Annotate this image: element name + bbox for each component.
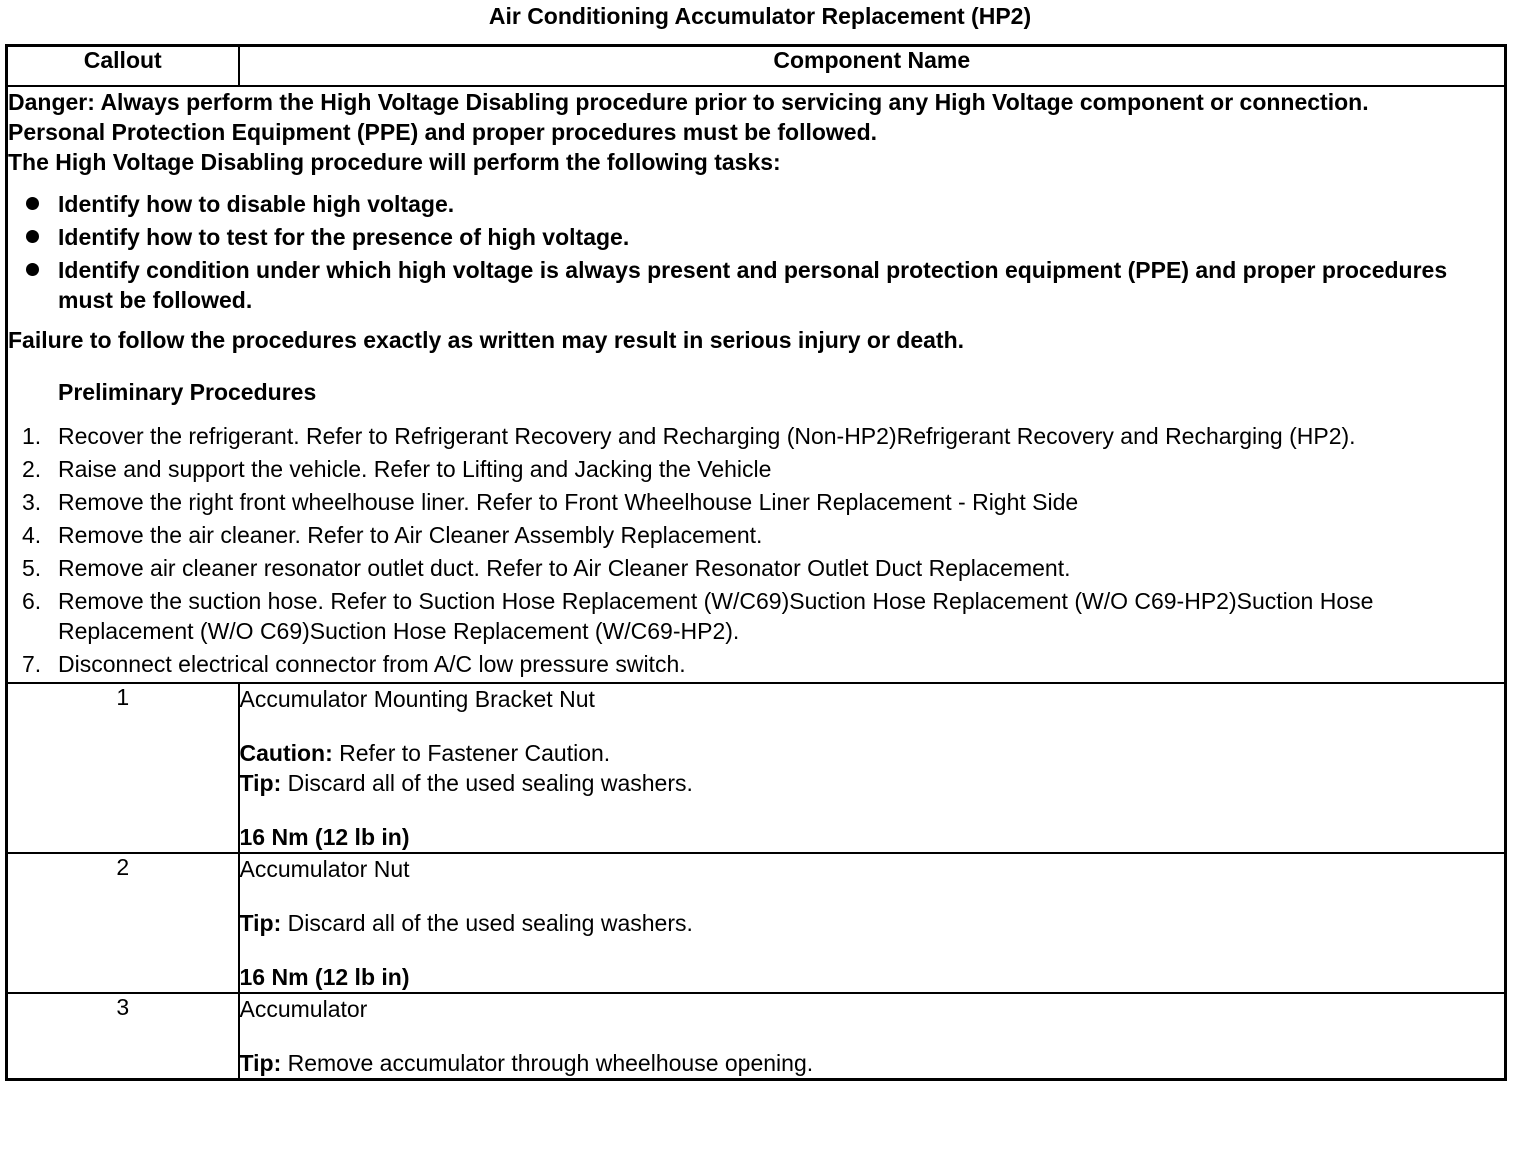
callout-number: 1 [7, 683, 239, 853]
tip-note: Tip: Remove accumulator through wheelhouse opening. [239, 1050, 814, 1076]
danger-line-1: Danger: Always perform the High Voltage Disabling procedure prior to servicing any High Voltage component or connection. [8, 89, 1369, 115]
list-item: 6. Remove the suction hose. Refer to Suction Hose Replacement (W/C69)Suction Hose Replacement (W/O C69-HP2)Suction Hose Replacement (W/O C69)Suction Hose Replacement (W/C69-HP2). [22, 588, 1374, 644]
component-name: Accumulator [239, 996, 368, 1022]
tip-note: Tip: Discard all of the used sealing washers. [239, 770, 693, 796]
component-name-column-header: Component Name [239, 46, 1506, 87]
callout-number: 2 [7, 853, 239, 993]
bullet-icon [26, 197, 39, 210]
component-table [5, 44, 1507, 1081]
page-title: Air Conditioning Accumulator Replacement (HP2) [488, 3, 1032, 29]
danger-footer: Failure to follow the procedures exactly as written may result in serious injury or death. [8, 327, 965, 353]
preliminary-steps [8, 421, 1504, 679]
list-item: Identify how to disable high voltage. [8, 189, 1504, 219]
list-item: 1. Recover the refrigerant. Refer to Refrigerant Recovery and Recharging (Non-HP2)Refrigerant Recovery and Recharging (HP2). [22, 423, 1356, 449]
bullet-icon [26, 263, 39, 276]
callout-column-header: Callout [7, 46, 239, 87]
list-item: 5. Remove air cleaner resonator outlet duct. Refer to Air Cleaner Resonator Outlet Duct Replacement. [22, 555, 1071, 581]
callout-number: 3 [7, 993, 239, 1080]
table-row [7, 683, 1506, 853]
table-row [7, 993, 1506, 1080]
component-name: Accumulator Mounting Bracket Nut [239, 686, 595, 712]
torque-spec: 16 Nm (12 lb in) [239, 964, 410, 990]
component-cell [239, 993, 1506, 1080]
tip-note: Tip: Discard all of the used sealing washers. [239, 910, 693, 936]
danger-line-3: The High Voltage Disabling procedure will perform the following tasks: [8, 149, 781, 175]
danger-task-list [8, 189, 1504, 315]
preliminary-heading: Preliminary Procedures [58, 379, 317, 405]
list-item: 2. Raise and support the vehicle. Refer to Lifting and Jacking the Vehicle [22, 456, 772, 482]
bullet-icon [26, 230, 39, 243]
list-item: 7. Disconnect electrical connector from A/C low pressure switch. [22, 651, 686, 677]
table-row [7, 853, 1506, 993]
caution-note: Caution: Refer to Fastener Caution. [239, 740, 611, 766]
table-header-row [7, 46, 1506, 87]
danger-notice [7, 86, 1506, 683]
torque-spec: 16 Nm (12 lb in) [239, 824, 410, 850]
danger-row [7, 86, 1506, 683]
list-item: 4. Remove the air cleaner. Refer to Air Cleaner Assembly Replacement. [22, 522, 763, 548]
list-item: Identify how to test for the presence of high voltage. [8, 222, 1504, 252]
list-item: 3. Remove the right front wheelhouse liner. Refer to Front Wheelhouse Liner Replacement - Right Side [22, 489, 1079, 515]
component-cell [239, 683, 1506, 853]
component-name: Accumulator Nut [239, 856, 410, 882]
danger-line-2: Personal Protection Equipment (PPE) and proper procedures must be followed. [8, 119, 878, 145]
list-item: Identify condition under which high voltage is always present and personal protection equipment (PPE) and proper procedures must be followed. [8, 255, 1504, 315]
component-cell [239, 853, 1506, 993]
